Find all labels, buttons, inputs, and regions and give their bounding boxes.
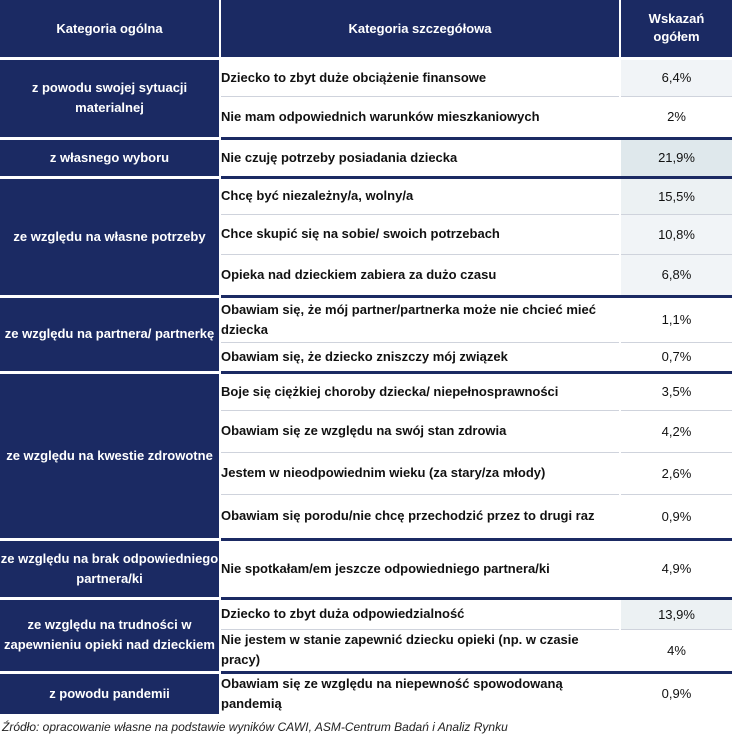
detail-cell: Nie mam odpowiednich warunków mieszkaniowych bbox=[220, 96, 620, 138]
source-note: Źródło: opracowanie własne na podstawie wyników CAWI, ASM-Centrum Badań i Analiz Rynku bbox=[2, 720, 508, 734]
detail-cell: Obawiam się, że mój partner/partnerka może nie chcieć mieć dziecka bbox=[220, 296, 620, 342]
table-row bbox=[0, 296, 732, 342]
value-cell: 0,9% bbox=[620, 672, 732, 714]
general-category-cell: ze względu na trudności w zapewnieniu opieki nad dzieckiem bbox=[0, 598, 220, 672]
detail-cell: Nie czuję potrzeby posiadania dziecka bbox=[220, 138, 620, 177]
detail-cell: Dziecko to zbyt duża odpowiedzialność bbox=[220, 598, 620, 629]
value-cell: 3,5% bbox=[620, 372, 732, 410]
value-cell: 10,8% bbox=[620, 214, 732, 254]
general-category-cell: z powodu pandemii bbox=[0, 672, 220, 714]
value-cell: 6,8% bbox=[620, 254, 732, 296]
detail-cell: Obawiam się, że dziecko zniszczy mój związek bbox=[220, 342, 620, 372]
table-row bbox=[0, 372, 732, 410]
detail-cell: Obawiam się ze względu na niepewność spowodowaną pandemią bbox=[220, 672, 620, 714]
general-category-cell: z własnego wyboru bbox=[0, 138, 220, 177]
general-category-cell: z powodu swojej sytuacji materialnej bbox=[0, 58, 220, 138]
value-cell: 1,1% bbox=[620, 296, 732, 342]
detail-cell: Jestem w nieodpowiednim wieku (za stary/za młody) bbox=[220, 452, 620, 494]
header-detail-category: Kategoria szczegółowa bbox=[220, 0, 620, 58]
detail-cell: Boje się ciężkiej choroby dziecka/ niepełnosprawności bbox=[220, 372, 620, 410]
general-category-cell: ze względu na kwestie zdrowotne bbox=[0, 372, 220, 539]
value-cell: 2,6% bbox=[620, 452, 732, 494]
value-cell: 2% bbox=[620, 96, 732, 138]
value-cell: 13,9% bbox=[620, 598, 732, 629]
header-total-indications bbox=[620, 0, 732, 58]
table-row bbox=[0, 598, 732, 629]
detail-cell: Nie jestem w stanie zapewnić dziecku opieki (np. w czasie pracy) bbox=[220, 629, 620, 672]
table-row bbox=[0, 539, 732, 598]
detail-cell: Obawiam się porodu/nie chcę przechodzić przez to drugi raz bbox=[220, 494, 620, 539]
table-row bbox=[0, 672, 732, 714]
value-cell: 6,4% bbox=[620, 58, 732, 96]
value-cell: 21,9% bbox=[620, 138, 732, 177]
header-total-line1: Wskazań bbox=[648, 11, 705, 27]
general-category-cell: ze względu na brak odpowiedniego partnera/ki bbox=[0, 539, 220, 598]
header-row bbox=[0, 0, 732, 58]
table-row bbox=[0, 138, 732, 177]
general-category-cell: ze względu na własne potrzeby bbox=[0, 177, 220, 296]
value-cell: 0,9% bbox=[620, 494, 732, 539]
value-cell: 4% bbox=[620, 629, 732, 672]
header-general-category: Kategoria ogólna bbox=[0, 0, 220, 58]
detail-cell: Chce skupić się na sobie/ swoich potrzebach bbox=[220, 214, 620, 254]
detail-cell: Opieka nad dzieckiem zabiera za dużo czasu bbox=[220, 254, 620, 296]
header-total-line2: ogółem bbox=[653, 29, 700, 45]
table-row bbox=[0, 177, 732, 214]
value-cell: 0,7% bbox=[620, 342, 732, 372]
detail-cell: Chcę być niezależny/a, wolny/a bbox=[220, 177, 620, 214]
detail-cell: Nie spotkałam/em jeszcze odpowiedniego partnera/ki bbox=[220, 539, 620, 598]
detail-cell: Obawiam się ze względu na swój stan zdrowia bbox=[220, 410, 620, 452]
value-cell: 15,5% bbox=[620, 177, 732, 214]
general-category-cell: ze względu na partnera/ partnerkę bbox=[0, 296, 220, 372]
table-row bbox=[0, 58, 732, 96]
detail-cell: Dziecko to zbyt duże obciążenie finansowe bbox=[220, 58, 620, 96]
value-cell: 4,9% bbox=[620, 539, 732, 598]
value-cell: 4,2% bbox=[620, 410, 732, 452]
